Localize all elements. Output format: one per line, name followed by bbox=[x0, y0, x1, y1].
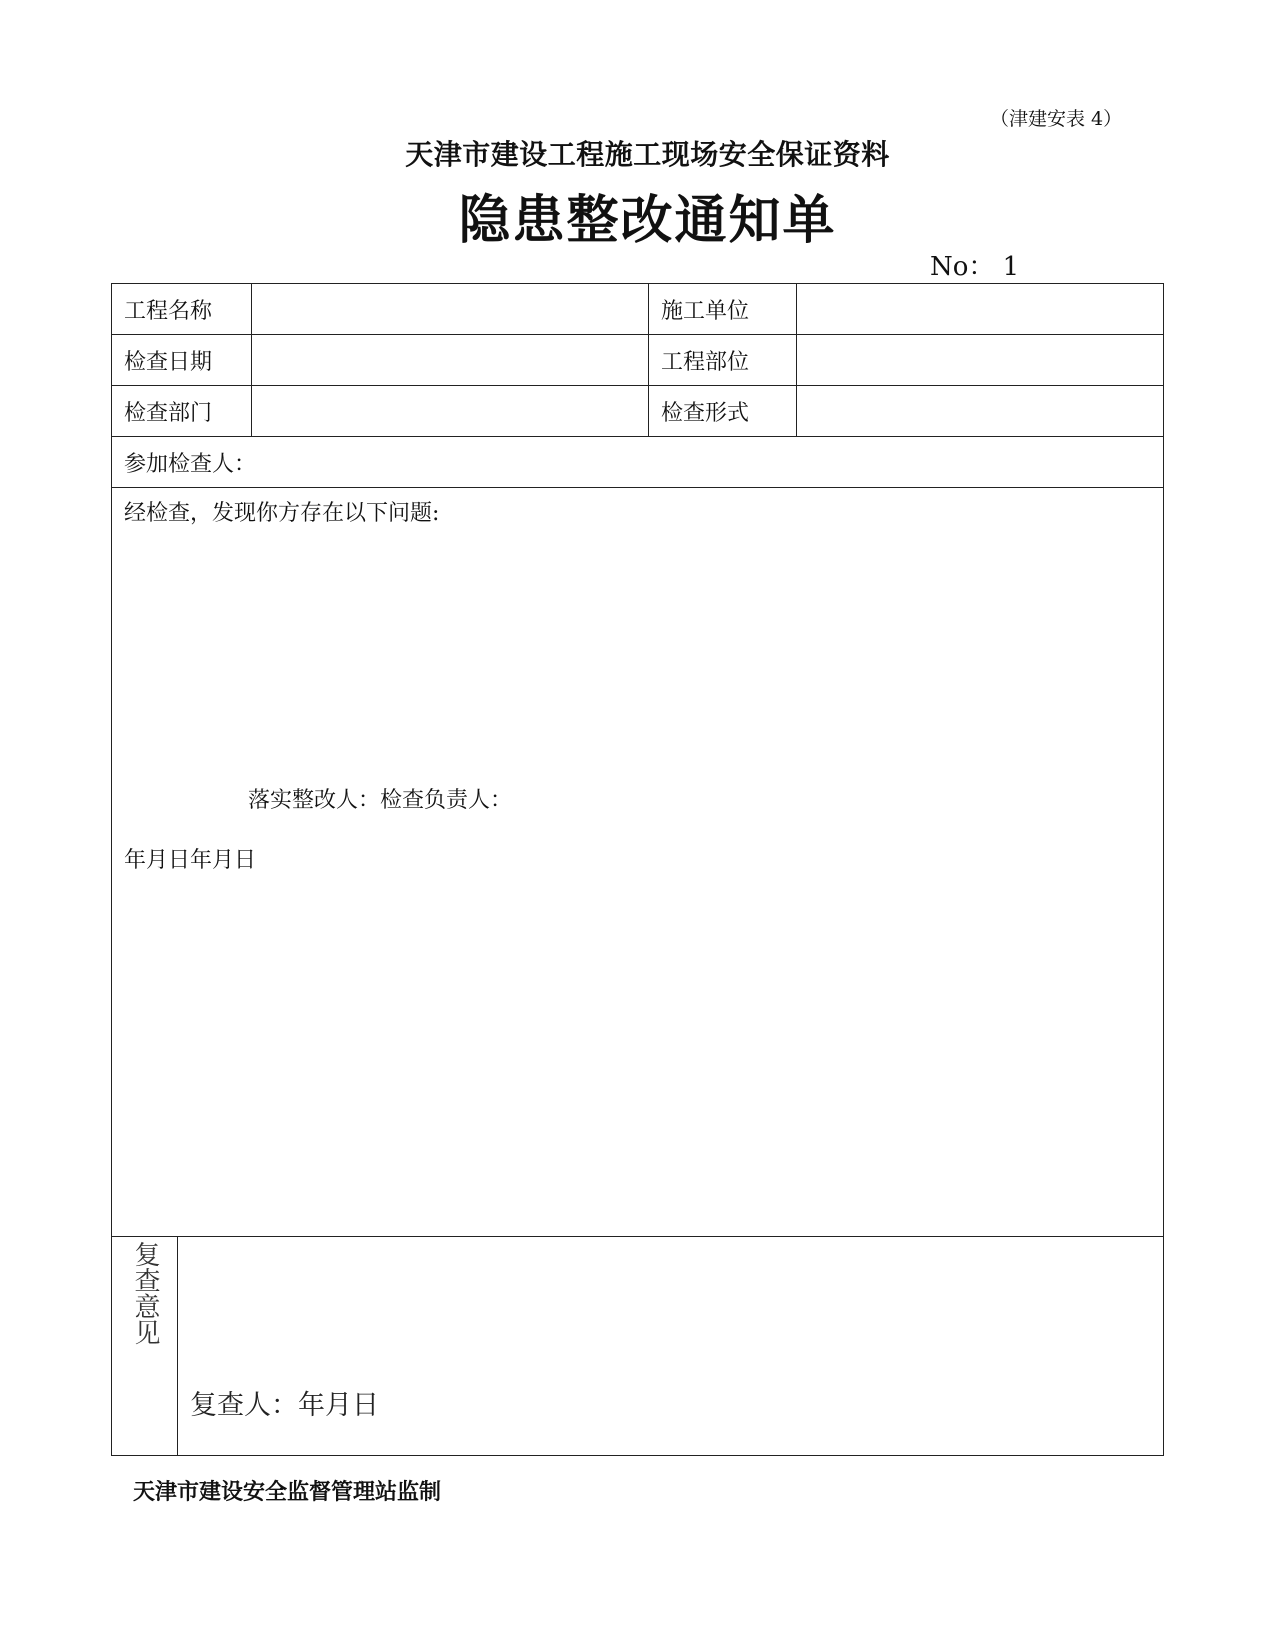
participants-field[interactable]: 参加检查人： bbox=[112, 437, 1164, 488]
table-row bbox=[112, 1237, 1164, 1456]
inspection-date-field[interactable] bbox=[252, 335, 649, 386]
project-area-field[interactable] bbox=[797, 335, 1164, 386]
reviewer-signature-line: 复查人：年月日 bbox=[190, 1390, 379, 1421]
review-opinion-label: 复查意见 bbox=[130, 1241, 160, 1345]
signers-line: 落实整改人：检查负责人： bbox=[248, 788, 513, 813]
header-title: 天津市建设工程施工现场安全保证资料 bbox=[405, 138, 890, 171]
review-opinion-field[interactable] bbox=[178, 1237, 1164, 1456]
project-area-label: 工程部位 bbox=[649, 335, 797, 386]
review-label-cell bbox=[112, 1237, 178, 1456]
form-code: （津建安表 4） bbox=[990, 108, 1123, 130]
project-name-label: 工程名称 bbox=[112, 284, 252, 335]
table-row bbox=[112, 335, 1164, 386]
contractor-label: 施工单位 bbox=[649, 284, 797, 335]
inspection-type-field[interactable] bbox=[797, 386, 1164, 437]
notice-form-table bbox=[111, 283, 1164, 1456]
signature-dates: 年月日年月日 bbox=[124, 848, 257, 873]
serial-number: No： 1 bbox=[930, 252, 1020, 282]
issuer-footer: 天津市建设安全监督管理站监制 bbox=[133, 1479, 442, 1505]
main-title: 隐患整改通知单 bbox=[458, 191, 837, 251]
inspection-dept-field[interactable] bbox=[252, 386, 649, 437]
inspection-dept-label: 检查部门 bbox=[112, 386, 252, 437]
table-row bbox=[112, 488, 1164, 1237]
table-row bbox=[112, 284, 1164, 335]
table-row bbox=[112, 437, 1164, 488]
project-name-field[interactable] bbox=[252, 284, 649, 335]
inspection-date-label: 检查日期 bbox=[112, 335, 252, 386]
contractor-field[interactable] bbox=[797, 284, 1164, 335]
findings-section[interactable] bbox=[112, 488, 1164, 1237]
findings-intro: 经检查，发现你方存在以下问题: bbox=[124, 501, 440, 526]
table-row bbox=[112, 386, 1164, 437]
inspection-type-label: 检查形式 bbox=[649, 386, 797, 437]
